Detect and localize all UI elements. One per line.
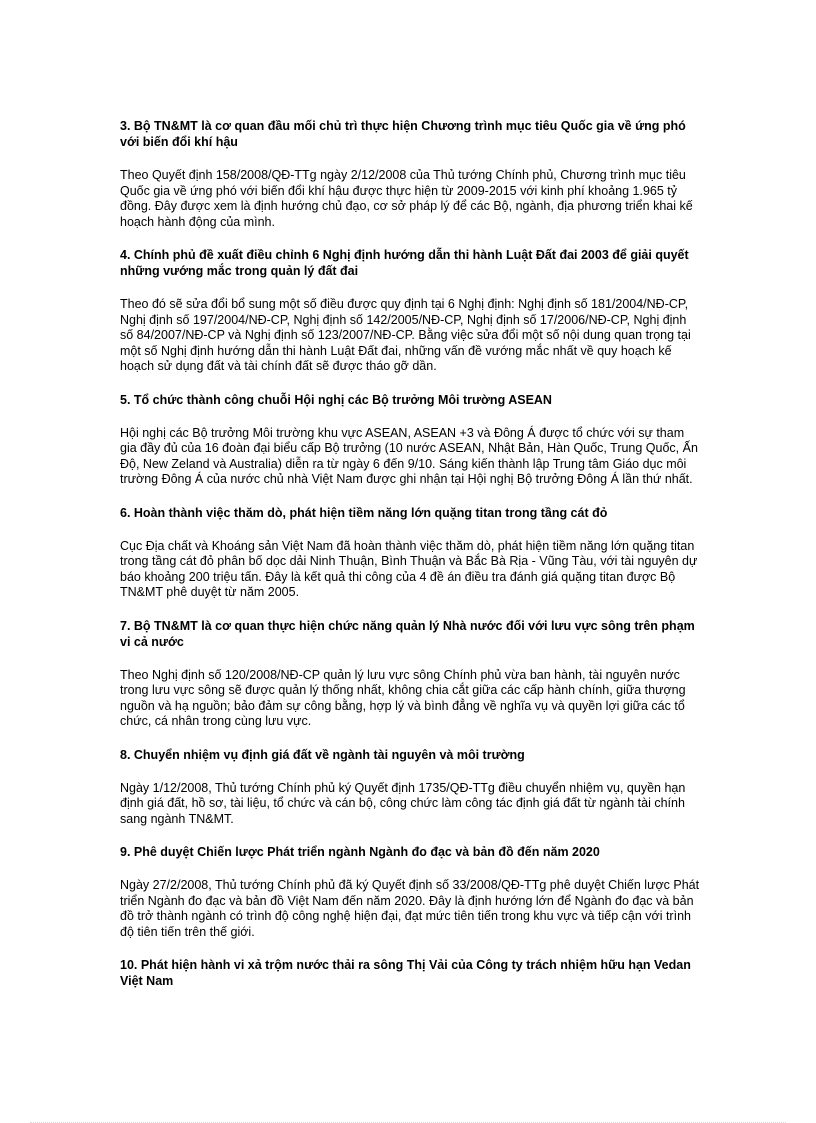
document-page — [120, 118, 700, 1007]
section-heading: 8. Chuyển nhiệm vụ định giá đất về ngành tài nguyên và môi trường — [120, 747, 525, 762]
section-10 — [120, 957, 700, 989]
section-body: Theo đó sẽ sửa đổi bổ sung một số điều được quy định tại 6 Nghị định: Nghị định số 181/2004/NĐ-CP, Nghị định số 197/2004/NĐ-CP, Nghị định số 142/2005/NĐ-CP, Nghị định số 17/2006/NĐ-CP, Nghị định số 84/2007/NĐ-CP và Nghị định số 123/2007/NĐ-CP. Bằng việc sửa đổi một số nội dung quan trọng tại một số Nghị định hướng dẫn thi hành Luật Đất đai, những vấn đề vướng mắc nhất về quy hoạch kế hoạch sử dụng đất và tài chính đất sẽ được tháo gỡ dần. — [120, 297, 691, 373]
section-4 — [120, 247, 700, 375]
section-heading: 3. Bộ TN&MT là cơ quan đầu mối chủ trì thực hiện Chương trình mục tiêu Quốc gia về ứng phó với biến đổi khí hậu — [120, 119, 686, 149]
section-heading: 10. Phát hiện hành vi xả trộm nước thải ra sông Thị Vải của Công ty trách nhiệm hữu hạn Vedan Việt Nam — [120, 958, 691, 988]
section-7 — [120, 618, 700, 730]
section-body: Theo Nghị định số 120/2008/NĐ-CP quản lý lưu vực sông Chính phủ vừa ban hành, tài nguyên nước trong lưu vực sông sẽ được quản lý thống nhất, không chia cắt giữa các cấp hành chính, giữa thượng nguồn và hạ nguồn; bảo đảm sự công bằng, hợp lý và bình đẳng về nghĩa vụ và quyền lợi giữa các tổ chức, cá nhân trong cùng lưu vực. — [120, 667, 686, 728]
section-body: Hội nghị các Bộ trưởng Môi trường khu vực ASEAN, ASEAN +3 và Đông Á được tổ chức với sự tham gia đầy đủ của 16 đoàn đại biểu cấp Bộ trưởng (10 nước ASEAN, Nhật Bản, Hàn Quốc, Trung Quốc, Ấn Độ, New Zeland và Australia) diễn ra từ ngày 6 đến 9/10. Sáng kiến thành lập Trung tâm Giáo dục môi trường Đông Á của nước chủ nhà Việt Nam được ghi nhận tại Hội nghị Bộ trưởng Đông Á lần thứ nhất. — [120, 425, 698, 486]
section-heading: 5. Tổ chức thành công chuỗi Hội nghị các Bộ trưởng Môi trường ASEAN — [120, 392, 552, 407]
section-3 — [120, 118, 700, 230]
section-body: Cục Địa chất và Khoáng sản Việt Nam đã hoàn thành việc thăm dò, phát hiện tiềm năng lớn quặng titan trong tầng cát đỏ phân bố dọc dải Ninh Thuận, Bình Thuận và Bắc Bà Rịa - Vũng Tàu, với tài nguyên dự báo khoảng 200 triệu tấn. Đây là kết quả thi công của 4 đề án điều tra đánh giá quặng titan được Bộ TN&MT phê duyệt từ năm 2005. — [120, 538, 698, 599]
section-heading: 4. Chính phủ đề xuất điều chỉnh 6 Nghị định hướng dẫn thi hành Luật Đất đai 2003 để giải quyết những vướng mắc trong quản lý đất đai — [120, 248, 689, 278]
section-9 — [120, 844, 700, 940]
section-heading: 9. Phê duyệt Chiến lược Phát triển ngành Ngành đo đạc và bản đồ đến năm 2020 — [120, 845, 600, 859]
section-6 — [120, 505, 700, 601]
section-body: Theo Quyết định 158/2008/QĐ-TTg ngày 2/12/2008 của Thủ tướng Chính phủ, Chương trình mục tiêu Quốc gia về ứng phó với biến đổi khí hậu được thực hiện từ 2009-2015 với kinh phí khoảng 1.965 tỷ đồng. Đây được xem là định hướng chủ đạo, cơ sở pháp lý để các Bộ, ngành, địa phương triển khai kế hoạch hành động của mình. — [120, 168, 693, 229]
section-heading: 7. Bộ TN&MT là cơ quan thực hiện chức năng quản lý Nhà nước đối với lưu vực sông trên phạm vi cả nước — [120, 618, 695, 649]
section-5 — [120, 392, 700, 488]
section-8 — [120, 747, 700, 828]
section-body: Ngày 27/2/2008, Thủ tướng Chính phủ đã ký Quyết định số 33/2008/QĐ-TTg phê duyệt Chiến lược Phát triển Ngành đo đạc và bản đồ Việt Nam đến năm 2020. Đây là định hướng lớn để Ngành đo đạc và bản đồ trở thành ngành có trình độ công nghệ hiện đại, đạt mức tiên tiến trong khu vực và tiếp cận với trình độ tiên tiến trên thế giới. — [120, 878, 700, 939]
section-heading: 6. Hoàn thành việc thăm dò, phát hiện tiềm năng lớn quặng titan trong tầng cát đỏ — [120, 505, 608, 520]
section-body: Ngày 1/12/2008, Thủ tướng Chính phủ ký Quyết định 1735/QĐ-TTg điều chuyển nhiệm vụ, quyền hạn định giá đất, hồ sơ, tài liệu, tổ chức và cán bộ, công chức làm công tác định giá đất từ ngành tài chính sang ngành TN&MT. — [120, 780, 686, 826]
